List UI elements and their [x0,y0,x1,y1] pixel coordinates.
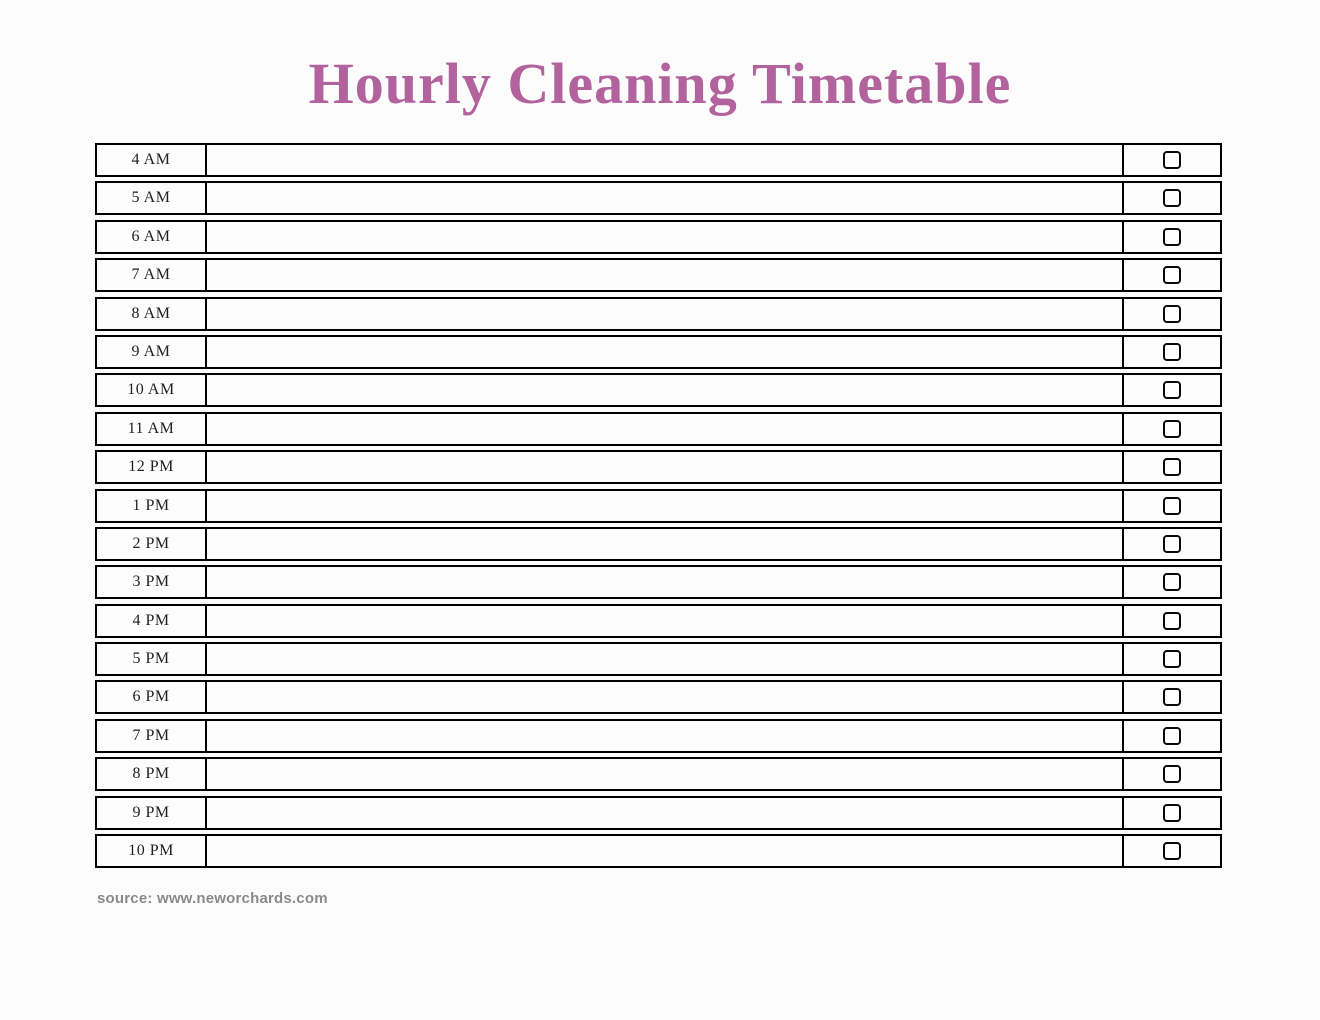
checkbox[interactable] [1163,458,1181,476]
table-row [95,412,1222,446]
checkbox[interactable] [1163,189,1181,207]
checkbox-cell [1122,299,1220,329]
task-cell[interactable] [207,375,1122,405]
task-cell[interactable] [207,452,1122,482]
checkbox-cell [1122,798,1220,828]
source-text: source: www.neworchards.com [97,890,328,907]
checkbox[interactable] [1163,305,1181,323]
table-row [95,220,1222,254]
checkbox[interactable] [1163,266,1181,284]
task-cell[interactable] [207,567,1122,597]
table-row [95,297,1222,331]
time-label: 8 AM [97,299,207,329]
table-row [95,258,1222,292]
checkbox[interactable] [1163,842,1181,860]
checkbox[interactable] [1163,765,1181,783]
checkbox-cell [1122,567,1220,597]
task-cell[interactable] [207,491,1122,521]
time-label: 10 PM [97,836,207,866]
checkbox[interactable] [1163,497,1181,515]
task-cell[interactable] [207,299,1122,329]
table-row [95,373,1222,407]
checkbox-cell [1122,836,1220,866]
checkbox[interactable] [1163,650,1181,668]
table-row [95,181,1222,215]
checkbox-cell [1122,606,1220,636]
task-cell[interactable] [207,644,1122,674]
task-cell[interactable] [207,529,1122,559]
checkbox[interactable] [1163,573,1181,591]
checkbox[interactable] [1163,343,1181,361]
checkbox[interactable] [1163,688,1181,706]
task-cell[interactable] [207,836,1122,866]
time-label: 1 PM [97,491,207,521]
time-label: 4 PM [97,606,207,636]
time-label: 7 PM [97,721,207,751]
checkbox[interactable] [1163,612,1181,630]
checkbox-cell [1122,682,1220,712]
time-label: 6 AM [97,222,207,252]
time-label: 7 AM [97,260,207,290]
table-row [95,604,1222,638]
table-row [95,489,1222,523]
time-label: 8 PM [97,759,207,789]
task-cell[interactable] [207,145,1122,175]
checkbox-cell [1122,375,1220,405]
table-row [95,450,1222,484]
checkbox-cell [1122,644,1220,674]
task-cell[interactable] [207,183,1122,213]
checkbox-cell [1122,260,1220,290]
checkbox[interactable] [1163,535,1181,553]
table-row [95,680,1222,714]
time-label: 3 PM [97,567,207,597]
task-cell[interactable] [207,414,1122,444]
time-label: 5 AM [97,183,207,213]
table-row [95,143,1222,177]
timetable [95,143,1222,868]
task-cell[interactable] [207,606,1122,636]
checkbox-cell [1122,529,1220,559]
page-title: Hourly Cleaning Timetable [308,51,1012,116]
time-label: 11 AM [97,414,207,444]
checkbox-cell [1122,222,1220,252]
time-label: 10 AM [97,375,207,405]
task-cell[interactable] [207,759,1122,789]
task-cell[interactable] [207,721,1122,751]
task-cell[interactable] [207,260,1122,290]
time-label: 5 PM [97,644,207,674]
task-cell[interactable] [207,337,1122,367]
table-row [95,642,1222,676]
task-cell[interactable] [207,222,1122,252]
checkbox-cell [1122,452,1220,482]
time-label: 2 PM [97,529,207,559]
table-row [95,335,1222,369]
checkbox-cell [1122,337,1220,367]
checkbox[interactable] [1163,420,1181,438]
checkbox[interactable] [1163,151,1181,169]
time-label: 6 PM [97,682,207,712]
checkbox-cell [1122,491,1220,521]
time-label: 4 AM [97,145,207,175]
checkbox-cell [1122,759,1220,789]
time-label: 12 PM [97,452,207,482]
checkbox-cell [1122,183,1220,213]
table-row [95,757,1222,791]
checkbox[interactable] [1163,804,1181,822]
table-row [95,719,1222,753]
task-cell[interactable] [207,798,1122,828]
checkbox-cell [1122,145,1220,175]
table-row [95,565,1222,599]
time-label: 9 PM [97,798,207,828]
table-row [95,796,1222,830]
time-label: 9 AM [97,337,207,367]
checkbox[interactable] [1163,381,1181,399]
checkbox[interactable] [1163,727,1181,745]
table-row [95,527,1222,561]
table-row [95,834,1222,868]
checkbox[interactable] [1163,228,1181,246]
checkbox-cell [1122,721,1220,751]
checkbox-cell [1122,414,1220,444]
task-cell[interactable] [207,682,1122,712]
